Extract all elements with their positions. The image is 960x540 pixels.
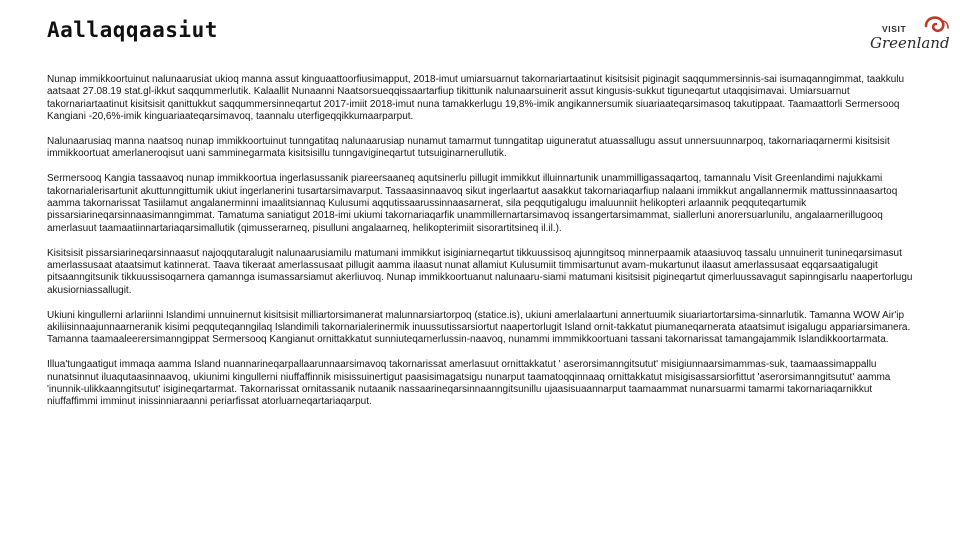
paragraph: Sermersooq Kangia tassaavoq nunap immikkoortua ingerlasussanik piareersaaneq aqutsinerlu pillugit immikkut illuinnartunik unammilligassaqartoq, tamannalu Visit Greenlandimi najukkami takornarialerisartunit akuttunngittumik ukiut ingerlanerini tusartarsimavarput. Tassaasinnaavoq sikut ingerlaartut aasakkut takornariaqarfiup nalaani immikkut angallannermik mattussinnaasartoq aamma takornarissat Tasiilamut angalanerminni imaalitsiannaq Kulusumi aqqutissaarussinnaasarnerat, sila peqqutigalugu imaluunniit helikopteri arlaannik peqquteqartumik pissarsiarineqarsinnaasimanngimmat. Tamatuma saniatigut 2018-imi ukiumi takornariaqarfik unammillernartarsimavoq issangertarsimammat, siallerluni anorersuarlunilu, angalaarnerillugooq amerlasuut taamaatiinnartariaqarsimallutik (qimusserarneq, pisulluni angalaarneq, helikopterimiit sisorartitsineq il.il.). [47,173,898,234]
paragraph: Illua'tungaatigut immaqa aamma Island nuannarineqarpallaarunnaarsimavoq takornarissat amerlasuut ornittakkatut ' aserorsimanngitsutut' misigiunnaarsimammas-suk, taamaassimappallu nunatsinnut iluaqutaasinnaavoq, ukiunimi kingullerni niuffaffinnik misissuinertigut paasisimagatsigu nunarput taamatoqqinnaaq ornittakkatut misigisassarsiorfittut 'aserorsimanngitsutut' aamma 'inunnik-ulikkaanngitsutut' isigineqartarmat. Takornarissat ornitassanik nutaanik nassaarineqarsinnaanngitsunillu ujaasisuaannarput taamaammat nunarsuarmi tamarmi takornariaqarnikkut niuffaffimmi imminut inissinniaraanni periarfissat atorluarneqartariaqarput. [47,359,891,408]
logo-top-word: VISIT [882,24,907,34]
paragraph: Nunap immikkoortuinut nalunaarusiat ukioq manna assut kinguaattoorfiusimapput, 2018-imut umiarsuarnut takornariartaatinut kisitsisit piginagit saqqummersinnis-sai isumaqanngimmat, taakkulu aatsaat 27.08.19 stat.gl-ikkut saqqummerlutik. Kalaallit Nunaanni Naatsorsueqqissaartarfiup tikittunik nalunaarsuinerit assut kingusis-sukkut tiguneqartut utaqqisimavai. Umiarsuarnut takornariartaatinut kisitsisit qanittukkut saqqummersinneqartut 2017-imiit 2018-imut nuna tamakkerlugu 19,8%-imik angikannersumik siuariaateqarsimasoq takutippaat. Taamaattorli Sermersooq Kangiani -20,6%-imik kinguariaateqarsimavoq, taannalu uterfigeqqikkumaarparput. [47,74,905,123]
visit-greenland-logo [866,12,950,56]
visit-greenland-logo-graphic [866,12,950,56]
logo-script-word: Greenland [870,34,950,52]
body-text [47,74,913,421]
paragraph: Kisitsisit pissarsiarineqarsinnaasut najoqqutaralugit nalunaarusiamilu matumani immikkut isiginiarneqartut tikkuussisoq ajunngitsoq minnerpaamik ataasiuvoq tassalu unnuinerit tunineqarsimasut amerlassusaat ataatsimut katinnerat. Taava tikeraat amerlassusaat pillugit aamma ilaasut nunat allamiut Kulusumiit timmisartunut avam-mukartunut ilaasut amerlassusaat eqqarsaatigalugit pitsaanngitsunik tikkuussisoqarnera qamannga isumassarsiamut akerliuvoq. Nunap immikkoortuanut nalunaaru-siami matumani kisitsisit pigineqartut qimerluussavagut sapinngisarlu naapertorlugu akusiorniassallugit. [47,247,913,296]
paragraph: Nalunaarusiaq manna naatsoq nunap immikkoortuinut tunngatitaq nalunaarusiap nunamut tamarmut tunngatitap uiguneratut atuassallugu assut unnersuunnarpoq, takornariaqarnermi kisitsisit immikkoortuat amerlaneroqisut uani samminegarmata kisitsisillu tunngavigineqartut tutsuiginarnerullutik. [47,136,890,160]
paragraph: Ukiuni kingullerni arlariinni Islandimi unnuinernut kisitsisit milliartorsimanerat malunnarsiartorpoq (statice.is), ukiuni amerlalaartuni annertuumik siuariartortarsima-sinnarlutik. Tamanna WOW Air'ip akiliisinnaajunnaarneranik kisimi peqquteqanngilaq Islandimili takornarialerinermik inuussutissarsiortut naapertorlugit Island ornit-takkatut piumaneqarnerata ataatsimut isigalugu appariarsimanera. Tamanna taamaaleerersimanngippat Sermersooq Kangianut ornittakkatut sunniuteqarnerlussin-naavoq, nunammi immmikkoortuani tassani takornarissat tamangajammik Islandikkoortarmata. [47,309,911,346]
page-title: Aallaqqaasiut [47,18,218,42]
